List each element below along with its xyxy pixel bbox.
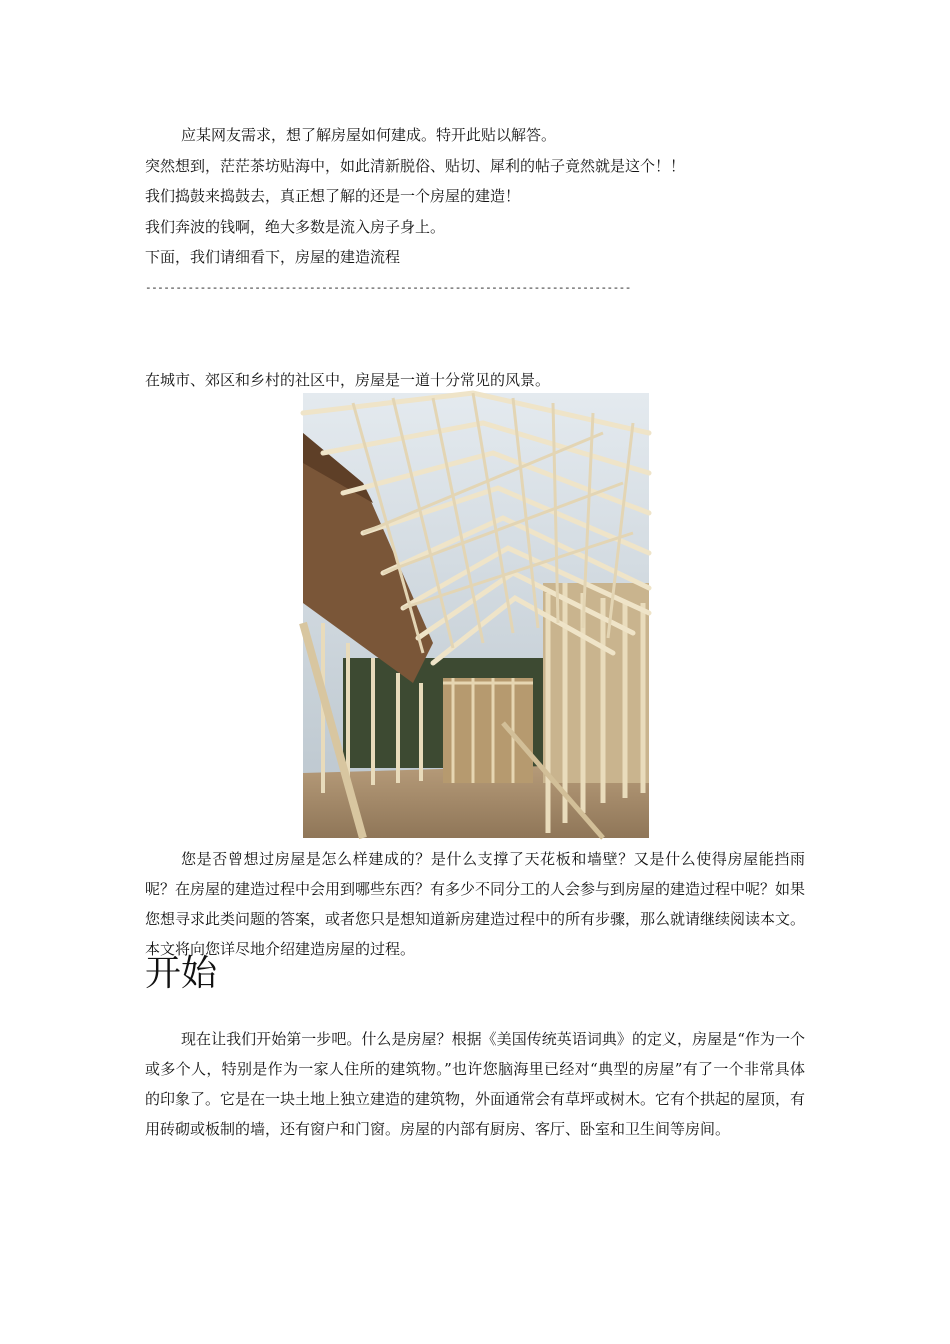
house-framing-photo: [303, 393, 649, 838]
paragraph-intro-questions: 您是否曾想过房屋是怎么样建成的？是什么支撑了天花板和墙壁？又是什么使得房屋能挡雨呢？在房屋的建造过程中会用到哪些东西？有多少不同分工的人会参与到房屋的建造过程中呢？如果您想寻求此类问题的答案，或者您只是想知道新房建造过程中的所有步骤，那么就请继续阅读本文。本文将向您详尽地介绍建造房屋的过程。: [145, 850, 806, 958]
intro-line-2: 突然想到，茫茫茶坊贴海中，如此清新脱俗、贴切、犀利的帖子竟然就是这个！！: [145, 156, 686, 175]
intro-line-3: 我们捣鼓来捣鼓去，真正想了解的还是一个房屋的建造！: [145, 187, 521, 205]
dashed-divider: --------------------------------------------------------------------------------: [145, 280, 631, 294]
intro-line-4: 我们奔波的钱啊，绝大多数是流入房子身上。: [145, 217, 446, 236]
intro-block: [145, 120, 825, 303]
intro-line-1: 应某网友需求，想了解房屋如何建成。特开此贴以解答。: [181, 126, 557, 144]
photo-caption: 在城市、郊区和乡村的社区中，房屋是一道十分常见的风景。: [145, 371, 551, 389]
paragraph-definition: 现在让我们开始第一步吧。什么是房屋？根据《美国传统英语词典》的定义，房屋是“作为一个或多个人，特别是作为一家人住所的建筑物。”也许您脑海里已经对“典型的房屋”有了一个非常具体的印象了。它是在一块土地上独立建造的建筑物，外面通常会有草坪或树木。它有个拱起的屋顶，有用砖砌或板制的墙，还有窗户和门窗。房屋的内部有厨房、客厅、卧室和卫生间等房间。: [145, 1030, 806, 1138]
section-heading-start: 开始: [145, 953, 218, 994]
intro-line-5: 下面，我们请细看下，房屋的建造流程: [145, 248, 401, 266]
